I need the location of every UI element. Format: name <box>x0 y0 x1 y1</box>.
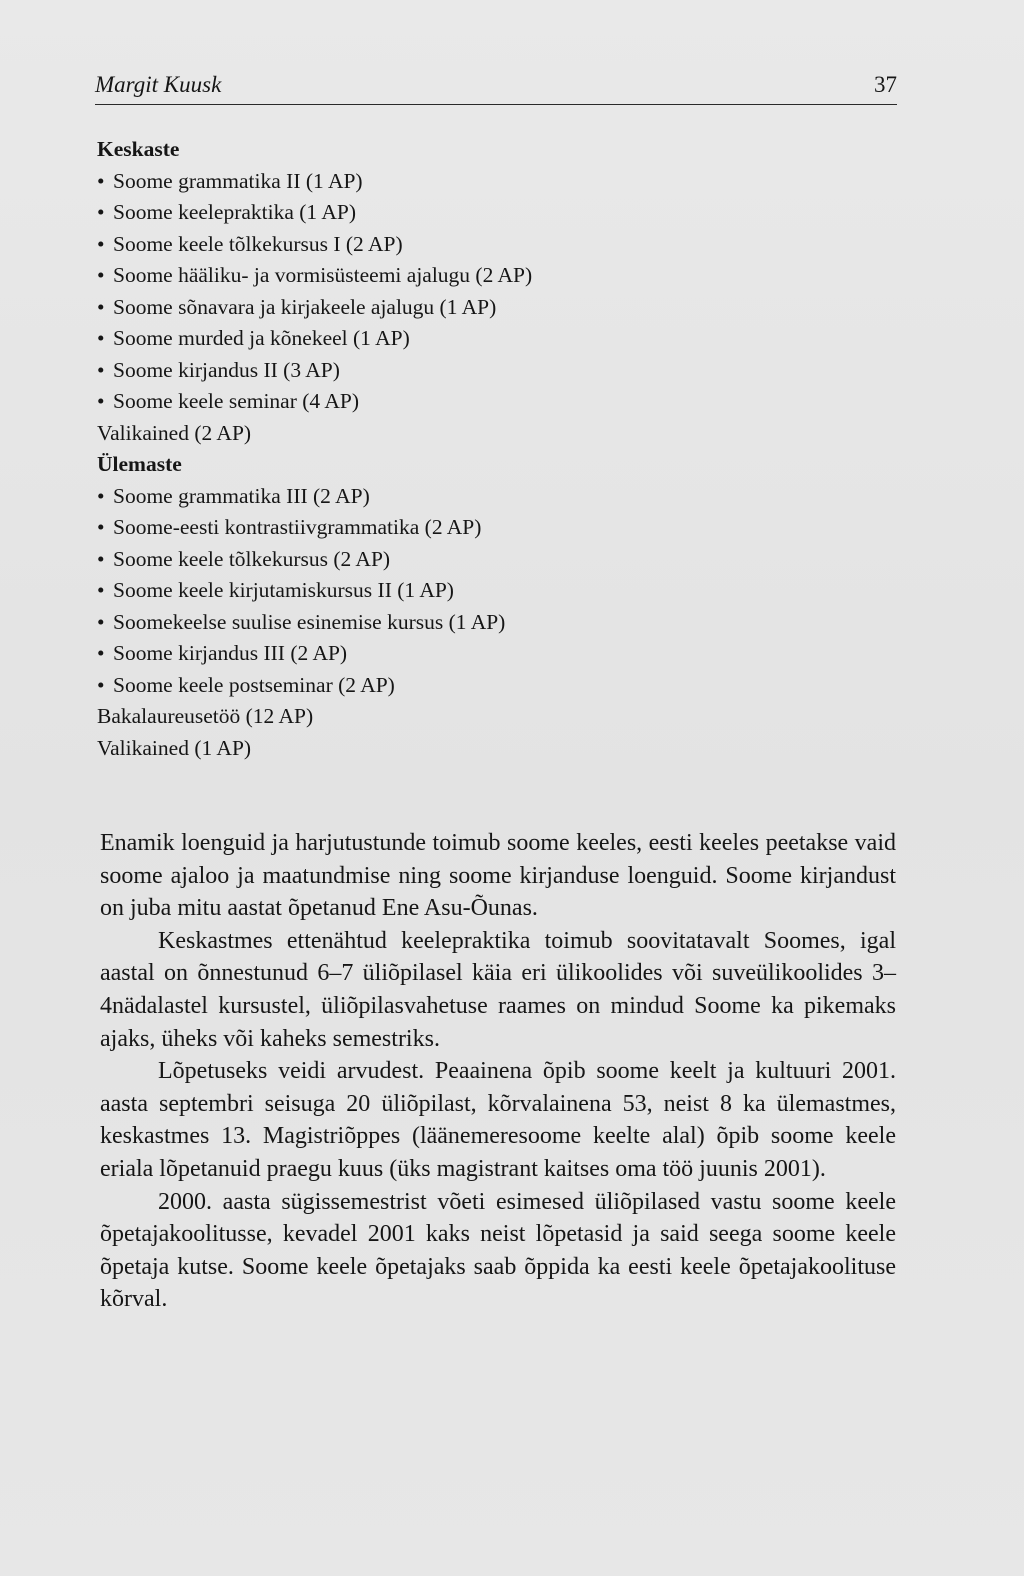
list-item-label: Soome grammatika II (1 AP) <box>113 168 363 193</box>
list-item <box>97 638 877 670</box>
list-item <box>97 355 877 387</box>
keskaste-electives: Valikained (2 AP) <box>97 420 252 445</box>
bullet-icon: • <box>97 326 105 350</box>
bullet-icon: • <box>97 641 105 665</box>
curriculum-lists <box>97 134 877 764</box>
list-item <box>97 197 877 229</box>
list-item-label: Soome murded ja kõnekeel (1 AP) <box>113 326 410 350</box>
bullet-icon: • <box>97 609 105 634</box>
list-item <box>97 607 877 639</box>
bullet-icon: • <box>97 294 105 319</box>
list-item-label: Soome hääliku- ja vormisüsteemi ajalugu (2 AP) <box>113 263 533 287</box>
list-item-label: Soome-eesti kontrastiivgrammatika (2 AP) <box>113 515 482 539</box>
ylemaste-thesis: Bakalaureusetöö (12 AP) <box>97 704 314 728</box>
list-item <box>97 512 877 544</box>
list-item-label: Soome keele tõlkekursus (2 AP) <box>113 546 391 571</box>
bullet-icon: • <box>97 168 105 193</box>
ylemaste-heading: Ülemaste <box>97 452 182 476</box>
bullet-icon: • <box>97 546 105 571</box>
bullet-icon: • <box>97 389 105 413</box>
list-item <box>97 292 877 324</box>
list-item-label: Soome grammatika III (2 AP) <box>113 483 370 508</box>
list-item-label: Soome keelepraktika (1 AP) <box>113 200 357 224</box>
list-item-label: Soomekeelse suulise esinemise kursus (1 AP) <box>113 609 506 634</box>
list-item <box>97 575 877 607</box>
list-item-label: Soome keele kirjutamiskursus II (1 AP) <box>113 578 454 602</box>
list-item <box>97 670 877 702</box>
list-item-label: Soome kirjandus II (3 AP) <box>113 357 340 382</box>
list-item <box>97 166 877 198</box>
list-item <box>97 229 877 261</box>
list-item-label: Soome kirjandus III (2 AP) <box>113 641 348 665</box>
list-item-label: Soome keele tõlkekursus I (2 AP) <box>113 231 403 256</box>
bullet-icon: • <box>97 483 105 508</box>
list-item-label: Soome keele postseminar (2 AP) <box>113 672 395 697</box>
page-number: 37 <box>874 72 897 97</box>
keskaste-list <box>97 166 877 418</box>
ylemaste-electives: Valikained (1 AP) <box>97 735 252 760</box>
list-item <box>97 481 877 513</box>
bullet-icon: • <box>97 231 105 256</box>
list-item <box>97 544 877 576</box>
list-item <box>97 323 877 355</box>
list-item-label: Soome keele seminar (4 AP) <box>113 389 360 413</box>
keskaste-heading: Keskaste <box>97 137 180 161</box>
list-item <box>97 386 877 418</box>
paragraph: Enamik loenguid ja harjutustunde toimub soome keeles, eesti keeles peetakse vaid soome ajaloo ja maatundmise ning soome kirjanduse loenguid. Soome kirjandust on juba mitu aastat õpetanud Ene Asu-Õunas. <box>100 830 896 922</box>
bullet-icon: • <box>97 357 105 382</box>
paragraph: Lõpetuseks veidi arvudest. Peaainena õpib soome keelt ja kultuuri 2001. aasta septembri seisuga 20 üliõpilast, kõrvalainena 53, neist 8 ka ülemastmes, keskastmes 13. Magistriõppes (läänemeresoome keelte alal) õpib soome keele eriala lõpetanuid praegu kuus (üks magistrant kaitses oma töö juunis 2001). <box>100 1058 896 1182</box>
paragraph: Keskastmes ettenähtud keelepraktika toimub soovitatavalt Soomes, igal aastal on õnnestunud 6–7 üliõpilasel käia eri ülikoolides või suveülikoolides 3–4nädalastel kursustel, üliõpilasvahetuse raames on mindud Soome ka pikemaks ajaks, üheks või kaheks semestriks. <box>100 927 896 1052</box>
bullet-icon: • <box>97 263 105 287</box>
ylemaste-list <box>97 481 877 702</box>
bullet-icon: • <box>97 200 105 224</box>
bullet-icon: • <box>97 578 105 602</box>
bullet-icon: • <box>97 515 105 539</box>
bullet-icon: • <box>97 672 105 697</box>
running-header <box>95 72 897 105</box>
list-item-label: Soome sõnavara ja kirjakeele ajalugu (1 AP) <box>113 294 497 319</box>
list-item <box>97 260 877 292</box>
running-header-author: Margit Kuusk <box>95 72 222 97</box>
paragraph: 2000. aasta sügissemestrist võeti esimesed üliõpilased vastu soome keele õpetajakoolitusse, kevadel 2001 kaks neist lõpetasid ja said seega soome keele õpetaja kutse. Soome keele õpetajaks saab õppida ka eesti keele õpetajakoolituse kõrval. <box>100 1188 896 1313</box>
body-text <box>100 827 896 1316</box>
